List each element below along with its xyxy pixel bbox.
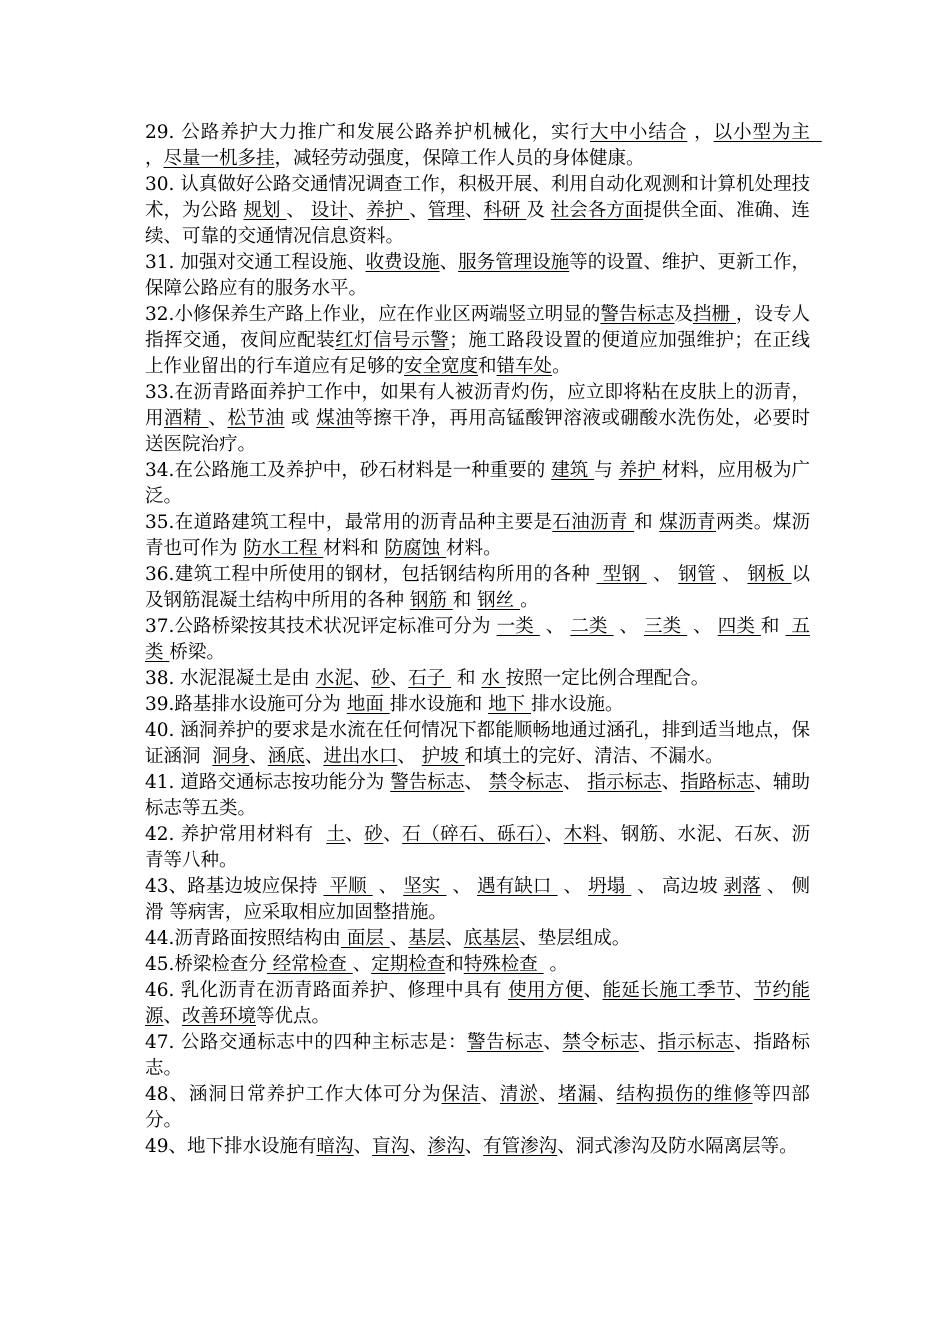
answer-blank: 酒精	[164, 408, 209, 429]
question-item	[145, 1030, 810, 1082]
answer-blank: 能延长施工季节	[602, 980, 735, 1001]
question-text: 43、路基边坡应保持	[145, 876, 324, 897]
question-text: 、	[445, 928, 464, 949]
answer-blank: 涵底	[267, 746, 305, 767]
question-text: 和	[760, 616, 786, 637]
question-text: 、	[613, 616, 645, 637]
answer-blank: 土	[326, 824, 346, 845]
question-item	[145, 120, 828, 172]
answer-blank: 钢管	[678, 564, 717, 585]
question-text: 、 侧滑 等病害，应采取相应加固整措施。	[145, 876, 811, 923]
question-text: 材料和	[323, 538, 385, 559]
question-text: 、	[389, 668, 409, 689]
answer-blank: 禁令标志	[562, 1032, 639, 1053]
question-text: 、	[543, 1032, 563, 1053]
answer-blank: 警告标志	[467, 1032, 544, 1053]
question-text: 排水设施和	[389, 694, 489, 715]
question-text: 46. 乳化沥青在沥青路面养护、修理中具有	[145, 980, 509, 1001]
answer-blank: 指路标志	[680, 772, 755, 793]
question-text: 、	[563, 772, 588, 793]
answer-blank: 以小型为主	[713, 122, 822, 143]
answer-blank: 红灯信号示警	[335, 330, 450, 351]
answer-blank: 改善环境	[182, 1006, 257, 1027]
answer-blank: 节约能源	[145, 980, 810, 1027]
answer-blank: 石（碎石、砾石）	[402, 824, 545, 845]
answer-blank: 错车处	[496, 356, 553, 377]
question-text: 、	[208, 408, 228, 429]
question-text: 、	[538, 1084, 559, 1105]
answer-blank: 坚实	[403, 876, 447, 897]
question-text: 、	[409, 200, 428, 221]
question-item	[145, 1082, 810, 1134]
question-text: 、	[716, 564, 748, 585]
question-text: 、	[646, 564, 679, 585]
answer-blank: 禁令标志	[488, 772, 564, 793]
answer-blank: 挡栅	[692, 304, 736, 325]
question-item	[145, 302, 810, 380]
question-text: 29. 公路养护大力推广和发展公路养护机械化，实行	[145, 122, 590, 143]
question-text: 、	[249, 746, 268, 767]
question-text: 和	[634, 512, 660, 533]
question-text: 、	[372, 876, 404, 897]
question-text: 和	[478, 356, 497, 377]
question-text: 、	[397, 746, 422, 767]
question-item	[145, 250, 810, 302]
question-text: 和	[452, 590, 478, 611]
question-text: 41. 道路交通标志按功能分为	[145, 772, 391, 793]
question-text: 及	[674, 304, 693, 325]
answer-blank: 收费设施	[365, 252, 440, 273]
question-text: 与	[594, 460, 619, 481]
answer-blank: 面层	[340, 928, 390, 949]
question-text: 等的设置、维护、更新工作，保障公路应有的服务水平。	[145, 252, 810, 299]
question-text: 。	[520, 590, 539, 611]
question-text: 等擦干净，再用高锰酸钾溶液或硼酸水洗伤处，必要时送医院治疗。	[145, 408, 810, 455]
question-text: ，	[687, 122, 714, 143]
answer-blank: 水泥	[315, 668, 353, 689]
answer-blank: 五类	[145, 616, 810, 663]
question-item	[145, 692, 810, 718]
question-text: 36.建筑工程中所使用的钢材，包括钢结构所用的各种	[145, 564, 597, 585]
question-item	[145, 666, 810, 692]
answer-blank: 洞身	[212, 746, 250, 767]
question-text: 38. 水泥混凝土是由	[145, 668, 316, 689]
question-text: 、	[734, 980, 754, 1001]
answer-blank: 护坡	[421, 746, 465, 767]
answer-blank: 尽量一机多挂	[163, 148, 275, 169]
question-text: 材料，应用极为广泛。	[145, 460, 810, 507]
answer-blank: 社会各方面	[550, 200, 644, 221]
answer-blank: 特殊检查	[463, 954, 544, 975]
question-text: 40. 涵洞养护的要求是水流在任何情况下都能顺畅地通过涵孔，排到适当地点，保证涵洞	[145, 720, 810, 767]
answer-blank: 防水工程	[243, 538, 324, 559]
answer-blank: 结构损伤的维修	[616, 1084, 753, 1105]
answer-blank: 规划	[243, 200, 287, 221]
answer-blank: 防腐蚀	[384, 538, 447, 559]
question-text: 、	[480, 1084, 500, 1105]
question-text: 及	[526, 200, 551, 221]
question-text: 30. 认真做好公路交通情况调查工作，积极开展、利用自动化观测和计算机处理技术，为公路	[145, 174, 810, 221]
question-text: 、	[544, 824, 564, 845]
question-text: 44.沥青路面按照结构由	[145, 928, 341, 949]
question-text: 两类。煤沥青也可作为	[145, 512, 810, 559]
question-text: 、	[464, 200, 484, 221]
answer-blank: 型钢	[596, 564, 647, 585]
answer-blank: 定期检查	[371, 954, 446, 975]
answer-blank: 指示标志	[657, 1032, 735, 1053]
question-text: 。	[543, 954, 569, 975]
question-text: 、	[661, 772, 681, 793]
question-text: 和	[445, 954, 464, 975]
question-text: 48、涵洞日常养护工作大体可分为	[145, 1084, 442, 1105]
question-item	[145, 1134, 810, 1160]
question-item	[145, 562, 810, 614]
question-text: 、	[597, 1084, 617, 1105]
question-text: 、	[464, 1136, 484, 1157]
question-item	[145, 458, 810, 510]
question-text: 、洞式渗沟及防水隔离层等。	[557, 1136, 798, 1157]
answer-blank: 进出水口	[323, 746, 398, 767]
question-item	[145, 718, 810, 770]
question-text: 、	[464, 772, 489, 793]
question-text: 按照一定比例合理配合。	[505, 668, 710, 689]
answer-blank: 堵漏	[558, 1084, 598, 1105]
question-text: 、	[353, 1136, 373, 1157]
question-item	[145, 926, 810, 952]
question-text: 45.桥梁检查分	[145, 954, 267, 975]
question-text: 42. 养护常用材料有	[145, 824, 327, 845]
question-text: 、	[304, 746, 324, 767]
question-text: 、	[352, 668, 372, 689]
question-text: 37.公路桥梁按其技术状况评定标准可分为	[145, 616, 497, 637]
question-text: 31. 加强对交通工程设施、	[145, 252, 366, 273]
answer-blank: 科研	[483, 200, 527, 221]
answer-blank: 地下	[488, 694, 531, 715]
question-text: 、	[439, 252, 459, 273]
question-text: ，	[145, 122, 828, 169]
answer-blank: 石油沥青	[552, 512, 635, 533]
question-text: 、指路标志。	[145, 1032, 810, 1079]
answer-blank: 木料	[563, 824, 602, 845]
answer-blank: 管理	[427, 200, 465, 221]
question-text: 、钢筋、水泥、石灰、沥青等八种。	[145, 824, 810, 871]
answer-blank: 一类	[496, 616, 540, 637]
answer-blank: 使用方便	[508, 980, 584, 1001]
question-text: 33.在沥青路面养护工作中，如果有人被沥青灼伤，应立即将粘在皮肤上的沥青，用	[145, 382, 810, 429]
answer-blank: 服务管理设施	[458, 252, 570, 273]
answer-blank: 指示标志	[587, 772, 662, 793]
question-text: 、	[409, 1136, 428, 1157]
question-text: 、	[352, 954, 372, 975]
question-item	[145, 510, 810, 562]
answer-blank: 二类	[570, 616, 614, 637]
answer-blank: 坍塌	[588, 876, 632, 897]
question-text: 、 高边坡	[631, 876, 724, 897]
answer-blank: 保洁	[441, 1084, 481, 1105]
question-item	[145, 172, 810, 250]
answer-blank: 平顺	[323, 876, 373, 897]
question-text: 47. 公路交通标志中的四种主标志是：	[145, 1032, 468, 1053]
answer-blank: 四类	[717, 616, 761, 637]
answer-blank: 建筑	[551, 460, 595, 481]
question-item	[145, 874, 810, 926]
answer-blank: 遇有缺口	[477, 876, 558, 897]
question-text: 材料。	[446, 538, 502, 559]
answer-blank: 砂	[364, 824, 384, 845]
answer-blank: 钢板	[747, 564, 792, 585]
question-text: 以及钢筋混凝土结构中所用的各种	[145, 564, 810, 611]
answer-blank: 石子	[408, 668, 452, 689]
question-text: 、辅助标志等五类。	[145, 772, 810, 819]
answer-blank: 煤沥青	[659, 512, 716, 533]
question-text: 提供全面、准确、连续、可靠的交通情况信息资料。	[145, 200, 810, 247]
question-text: 和填土的完好、清洁、不漏水。	[464, 746, 724, 767]
question-text: 和	[451, 668, 482, 689]
question-item	[145, 770, 810, 822]
question-text: 、	[286, 200, 311, 221]
question-text: ；施工路段设置的便道应加强维护；在正线上作业留出的行车道应有足够的	[145, 330, 810, 377]
question-text: ，减轻劳动强度，保障工作人员的身体健康。	[274, 148, 645, 169]
answer-blank: 盲沟	[372, 1136, 410, 1157]
question-text: 、	[539, 616, 571, 637]
answer-blank: 砂	[371, 668, 390, 689]
question-text: 49、地下排水设施有	[145, 1136, 317, 1157]
question-text: 、	[347, 200, 367, 221]
question-text: 、	[389, 928, 409, 949]
question-item	[145, 978, 810, 1030]
answer-blank: 地面	[346, 694, 390, 715]
answer-blank: 警告标志	[390, 772, 465, 793]
answer-blank: 清淤	[499, 1084, 539, 1105]
question-list	[145, 120, 828, 1160]
question-text: 32.小修保养生产路上作业，应在作业区两端竖立明显的	[145, 304, 601, 325]
answer-blank: 大中小结合	[589, 122, 688, 143]
question-text: 、垫层组成。	[519, 928, 631, 949]
answer-blank: 松节油	[227, 408, 285, 429]
question-text: 、	[345, 824, 365, 845]
answer-blank: 煤油	[316, 408, 355, 429]
question-text: ，设专人指挥交通，夜间应配装	[145, 304, 810, 351]
question-text: 、	[638, 1032, 658, 1053]
answer-blank: 有管渗沟	[483, 1136, 558, 1157]
question-text: 、	[687, 616, 718, 637]
question-text: 。	[552, 356, 571, 377]
question-text: 或	[284, 408, 317, 429]
question-item	[145, 952, 810, 978]
answer-blank: 底基层	[463, 928, 520, 949]
question-text: 34.在公路施工及养护中，砂石材料是一种重要的	[145, 460, 552, 481]
question-item	[145, 380, 810, 458]
question-text: 、	[383, 824, 403, 845]
question-text: 、	[557, 876, 589, 897]
answer-blank: 三类	[644, 616, 688, 637]
question-text: 排水设施。	[530, 694, 624, 715]
answer-blank: 钢筋	[409, 590, 453, 611]
question-item	[145, 614, 810, 666]
answer-blank: 养护	[366, 200, 410, 221]
answer-blank: 设计	[310, 200, 348, 221]
answer-blank: 渗沟	[427, 1136, 465, 1157]
question-item	[145, 822, 810, 874]
answer-blank: 基层	[408, 928, 446, 949]
question-text: 桥梁。	[169, 642, 225, 663]
answer-blank: 警告标志	[600, 304, 675, 325]
answer-blank: 养护	[618, 460, 662, 481]
answer-blank: 水	[481, 668, 506, 689]
question-text: 、	[163, 1006, 183, 1027]
answer-blank: 剥落	[723, 876, 761, 897]
answer-blank: 安全宽度	[404, 356, 479, 377]
question-text: 39.路基排水设施可分为	[145, 694, 347, 715]
answer-blank: 经常检查	[266, 954, 353, 975]
answer-blank: 暗沟	[316, 1136, 354, 1157]
answer-blank: 钢丝	[477, 590, 521, 611]
question-text: 、	[583, 980, 603, 1001]
question-text: 等四部分。	[145, 1084, 810, 1131]
question-text: 等优点。	[256, 1006, 331, 1027]
question-text: 35.在道路建筑工程中，最常用的沥青品种主要是	[145, 512, 553, 533]
question-text: 、	[446, 876, 478, 897]
